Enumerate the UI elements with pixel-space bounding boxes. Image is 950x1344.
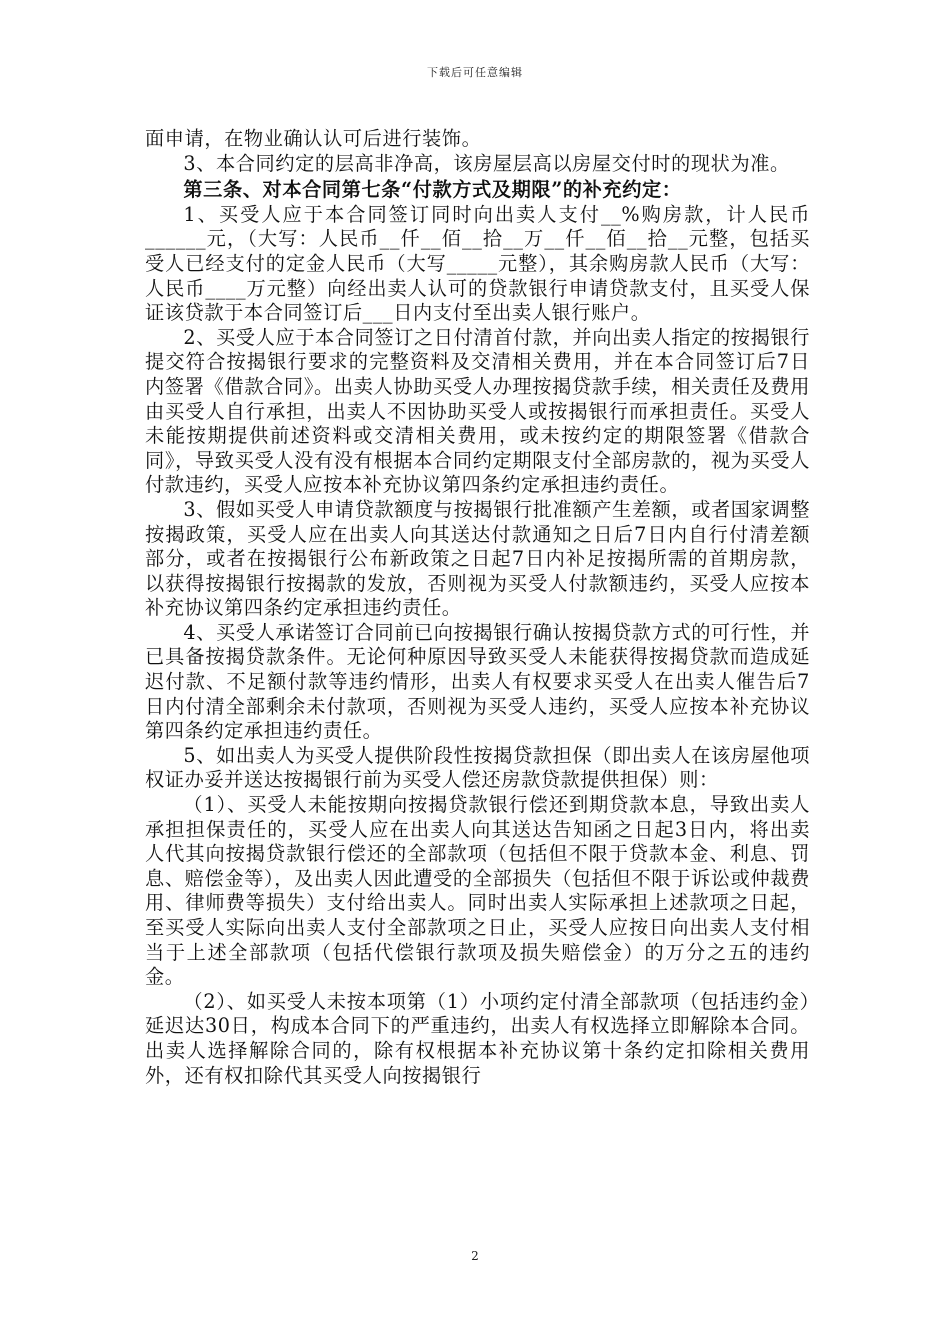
paragraph-clause-3b: 3、假如买受人申请贷款额度与按揭银行批准额产生差额，或者国家调整按揭政策，买受人应在出卖人向其送达付款通知之日后7日内自行付清差额部分，或者在按揭银行公布新政策之日起7日内补足按揭所需的首期房款，以获得按揭银行按揭款的发放，否则视为买受人付款额违约，买受人应按本补充协议第四条约定承担违约责任。 xyxy=(145,497,810,620)
paragraph-subclause-2: （2）、如买受人未按本项第（1）小项约定付清全部款项（包括违约金）延迟达30日，构成本合同下的严重违约，出卖人有权选择立即解除本合同。出卖人选择解除合同的，除有权根据本补充协议第十条约定扣除相关费用外，还有权扣除代其买受人向按揭银行 xyxy=(145,989,810,1087)
page-number: 2 xyxy=(471,1249,479,1263)
paragraph-subclause-1: （1）、买受人未能按期向按揭贷款银行偿还到期贷款本息，导致出卖人承担担保责任的，买受人应在出卖人向其送达告知函之日起3日内，将出卖人代其向按揭贷款银行偿还的全部款项（包括但不限于贷款本金、利息、罚息、赔偿金等），及出卖人因此遭受的全部损失（包括但不限于诉讼或仲裁费用、律师费等损失）支付给出卖人。同时出卖人实际承担上述款项之日起，至买受人实际向出卖人支付全部款项之日止，买受人应按日向出卖人支付相当于上述全部款项（包括代偿银行款项及损失赔偿金）的万分之五的违约金。 xyxy=(145,793,810,989)
paragraph-clause-4: 4、买受人承诺签订合同前已向按揭银行确认按揭贷款方式的可行性，并已具备按揭贷款条件。无论何种原因导致买受人未能获得按揭贷款而造成延迟付款、不足额付款等违约情形，出卖人有权要求买受人在出卖人催告后7日内付清全部剩余未付款项，否则视为买受人违约，买受人应按本补充协议第四条约定承担违约责任。 xyxy=(145,620,810,743)
page-header: 下载后可任意编辑 xyxy=(427,66,523,79)
document-body xyxy=(145,127,810,1088)
paragraph-clause-1: 1、买受人应于本合同签订同时向出卖人支付__%购房款，计人民币______元，（大写：人民币__仟__佰__拾__万__仟__佰__拾__元整，包括买受人已经支付的定金人民币（大写_____元整），其余购房款人民币（大写：人民币____万元整）向经出卖人认可的贷款银行申请贷款支付，且买受人保证该贷款于本合同签订后___日内支付至出卖人银行账户。 xyxy=(145,202,810,325)
paragraph-continuation: 面申请，在物业确认认可后进行装饰。 xyxy=(145,127,482,150)
paragraph-clause-5: 5、如出卖人为买受人提供阶段性按揭贷款担保（即出卖人在该房屋他项权证办妥并送达按揭银行前为买受人偿还房款贷款提供担保）则： xyxy=(145,743,810,792)
paragraph-clause-3: 3、本合同约定的层高非净高，该房屋层高以房屋交付时的现状为准。 xyxy=(183,151,790,175)
paragraph-clause-2: 2、买受人应于本合同签订之日付清首付款，并向出卖人指定的按揭银行提交符合按揭银行要求的完整资料及交清相关费用，并在本合同签订后7日内签署《借款合同》。出卖人协助买受人办理按揭贷款手续，相关责任及费用由买受人自行承担，出卖人不因协助买受人或按揭银行而承担责任。买受人未能按期提供前述资料或交清相关费用，或未按约定的期限签署《借款合同》，导致买受人没有没有根据本合同约定期限支付全部房款的，视为买受人付款违约，买受人应按本补充协议第四条约定承担违约责任。 xyxy=(145,325,810,497)
section-heading: 第三条、对本合同第七条“付款方式及期限”的补充约定： xyxy=(183,178,682,202)
